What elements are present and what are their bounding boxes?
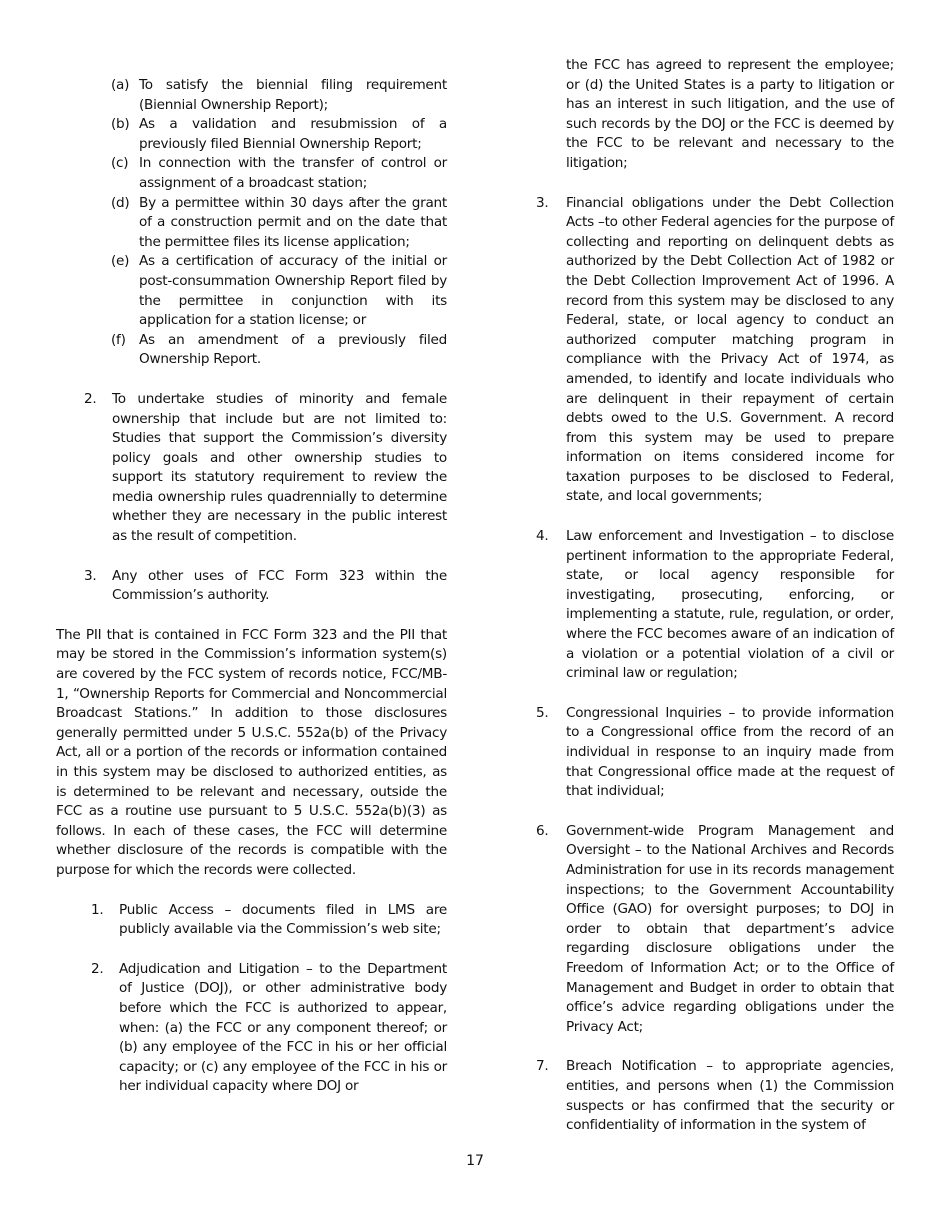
left-column bbox=[56, 76, 447, 1097]
list-item-2: 2. To undertake studies of minority and female ownership that include but are not limited to: Studies that support the Commission’s diversity policy goals and other ownership studies to support its statutory requirement to review the media ownership rules quadrennially to determine whether they are necessary in the public interest as the result of competition. bbox=[84, 390, 447, 545]
privacy-paragraph: The PII that is contained in FCC Form 323 and the PII that may be stored in the Commission’s information system(s) are covered by the FCC system of records notice, FCC/MB-1, “Ownership Reports for Commercial and Noncommercial Broadcast Stations.” In addition to those disclosures generally permitted under 5 U.S.C. 552a(b) of the Privacy Act, all or a portion of the records or information contained in this system may be disclosed to authorized entities, as is determined to be relevant and necessary, outside the FCC as a routine use pursuant to 5 U.S.C. 552a(b)(3) as follows. In each of these cases, the FCC will determine whether disclosure of the records is compatible with the purpose for which the records were collected. bbox=[56, 626, 447, 878]
page-number: 17 bbox=[466, 1153, 484, 1169]
right-column bbox=[536, 56, 894, 1136]
list-item-3: 3. Any other uses of FCC Form 323 within the Commission’s authority. bbox=[84, 567, 447, 604]
routine-use-6: 6. Government-wide Program Management and Oversight – to the National Archives and Records Administration for use in its records management inspections; to the Government Accountability Office (GAO) for oversight purposes; to DOJ in order to obtain that department’s advice regarding disclosure obligations under the Freedom of Information Act; or to the Office of Management and Budget in order to obtain that office’s advice regarding obligations under the Privacy Act; bbox=[536, 822, 894, 1035]
sub-item-b: (b) As a validation and resubmission of a previously filed Biennial Ownership Report; bbox=[111, 116, 447, 152]
sub-item-d: (d) By a permittee within 30 days after the grant of a construction permit and on the date that the permittee files its license application; bbox=[111, 194, 447, 250]
sub-item-f: (f) As an amendment of a previously filed Ownership Report. bbox=[111, 331, 447, 368]
sub-item-e: (e) As a certification of accuracy of the initial or post-consummation Ownership Report filed by the permittee in conjunction with its application for a station license; or bbox=[111, 253, 447, 329]
routine-use-3: 3. Financial obligations under the Debt Collection Acts –to other Federal agencies for the purpose of collecting and reporting on delinquent debts as authorized by the Debt Collection Act of 1982 or the Debt Collection Improvement Act of 1996. A record from this system may be disclosed to any Federal, state, or local agency to conduct an authorized computer matching program in compliance with the Privacy Act of 1974, as amended, to identify and locate individuals who are delinquent in their repayment of certain debts owed to the U.S. Government. A record from this system may be used to prepare information on items considered income for taxation purposes to be disclosed to Federal, state, and local governments; bbox=[536, 194, 894, 505]
routine-use-2: 2. Adjudication and Litigation – to the Department of Justice (DOJ), or other administrative body before which the FCC is authorized to appear, when: (a) the FCC or any component thereof; or (b) any employee of the FCC in his or her official capacity; or (c) any employee of the FCC in his or her individual capacity where DOJ or bbox=[91, 960, 447, 1095]
sub-item-list bbox=[56, 76, 447, 370]
sub-item-c: (c) In connection with the transfer of control or assignment of a broadcast station; bbox=[111, 155, 447, 191]
routine-use-4: 4. Law enforcement and Investigation – to disclose pertinent information to the appropriate Federal, state, or local agency responsible for investigating, prosecuting, enforcing, or implementing a statute, rule, regulation, or order, where the FCC becomes aware of an indication of a violation or a potential violation of a civil or criminal law or regulation; bbox=[536, 528, 894, 682]
sub-item-a: (a) To satisfy the biennial filing requirement (Biennial Ownership Report); bbox=[111, 77, 447, 113]
routine-use-2-continuation: the FCC has agreed to represent the employee; or (d) the United States is a party to litigation or has an interest in such litigation, and the use of such records by the DOJ or the FCC is deemed by the FCC to be relevant and necessary to the litigation; bbox=[566, 57, 894, 171]
routine-use-5: 5. Congressional Inquiries – to provide information to a Congressional office from the record of an individual in response to an inquiry made from that Congressional office made at the request of that individual; bbox=[536, 704, 894, 800]
routine-use-1: 1. Public Access – documents filed in LMS are publicly available via the Commission’s web site; bbox=[91, 901, 447, 938]
routine-use-7: 7. Breach Notification – to appropriate agencies, entities, and persons when (1) the Commission suspects or has confirmed that the security or confidentiality of information in the system of bbox=[536, 1058, 894, 1134]
